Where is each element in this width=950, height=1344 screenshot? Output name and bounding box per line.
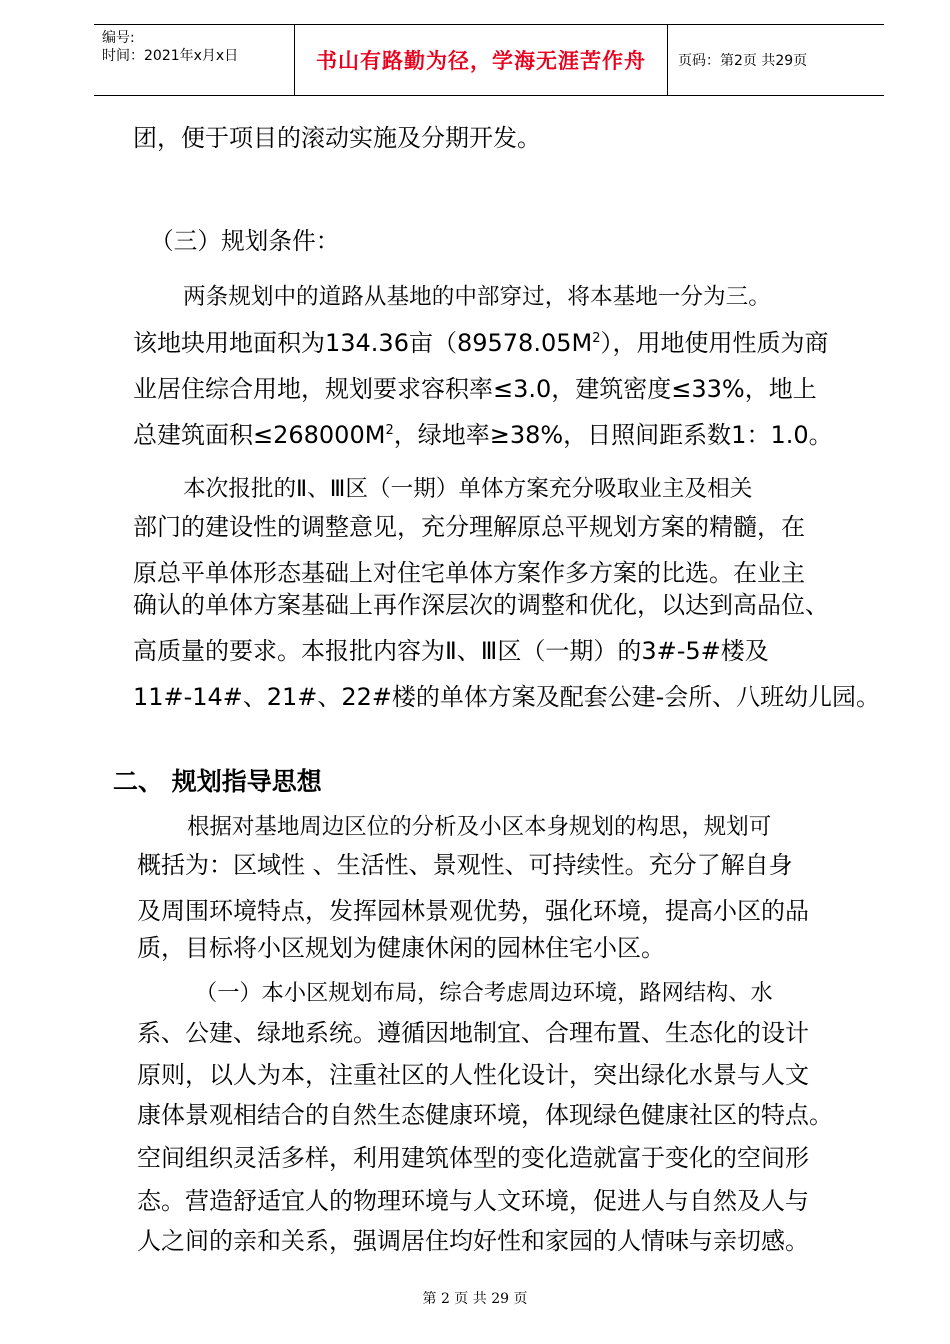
paragraph-line [133, 320, 873, 366]
header-page-label: 页码：第2页 共29页 [678, 53, 808, 69]
paragraph-line: 确认的单体方案基础上再作深层次的调整和优化，以达到高品位、 [133, 591, 829, 619]
paragraph-line: 质，目标将小区规划为健康休闲的园林住宅小区。 [137, 934, 665, 962]
document-number-label: 编号: [102, 30, 135, 46]
paragraph-line: 原总平单体形态基础上对住宅单体方案作多方案的比选。在业主 [133, 559, 805, 587]
page-header [94, 24, 884, 96]
paragraph-line: 人之间的亲和关系，强调居住均好性和家园的人情味与亲切感。 [137, 1227, 809, 1255]
paragraph-line: 原则，以人为本，注重社区的人性化设计，突出绿化水景与人文 [137, 1061, 809, 1089]
page-footer: 第 2 页 共 29 页 [422, 1291, 528, 1307]
text-span: ，绿地率≥38%，日照间距系数1：1.0。 [393, 421, 833, 449]
paragraph-line: 概括为：区域性 、生活性、景观性、可持续性。充分了解自身 [137, 851, 793, 879]
paragraph-line: 系、公建、绿地系统。遵循因地制宜、合理布置、生态化的设计 [137, 1019, 809, 1047]
section-title: （三）规划条件： [150, 227, 340, 255]
paragraph-line: 空间组织灵活多样，利用建筑体型的变化造就富于变化的空间形 [137, 1144, 809, 1172]
paragraph-line: 业居住综合用地，规划要求容积率≤3.0，建筑密度≤33%，地上 [133, 375, 817, 403]
header-info-cell [94, 25, 294, 95]
section-heading: 二、 规划指导思想 [113, 767, 322, 796]
paragraph-line: 本次报批的Ⅱ、Ⅲ区（一期）单体方案充分吸取业主及相关 [183, 476, 753, 502]
paragraph-line: 根据对基地周边区位的分析及小区本身规划的构思，规划可 [187, 814, 772, 840]
text-span: ），用地使用性质为商 [600, 329, 829, 357]
paragraph-line: 团，便于项目的滚动实施及分期开发。 [133, 124, 541, 152]
paragraph-line: 高质量的要求。本报批内容为Ⅱ、Ⅲ区（一期）的3#-5#楼及 [133, 637, 769, 665]
superscript: 2 [385, 423, 394, 438]
text-span: 总建筑面积≤268000M [133, 421, 386, 449]
superscript: 2 [592, 331, 601, 346]
paragraph-line: 部门的建设性的调整意见，充分理解原总平规划方案的精髓，在 [133, 513, 805, 541]
paragraph-line: 态。营造舒适宜人的物理环境与人文环境，促进人与自然及人与 [137, 1187, 809, 1215]
paragraph-line: 11#-14#、21#、22#楼的单体方案及配套公建-会所、八班幼儿园。 [133, 683, 880, 711]
paragraph-line: 康体景观相结合的自然生态健康环境，体现绿色健康社区的特点。 [137, 1101, 833, 1129]
paragraph-line: 两条规划中的道路从基地的中部穿过，将本基地一分为三。 [183, 284, 771, 310]
paragraph-line [133, 412, 873, 458]
text-span: 该地块用地面积为134.36亩（89578.05M [133, 329, 593, 357]
paragraph-line: （一）本小区规划布局，综合考虑周边环境，路网结构、水 [195, 980, 773, 1006]
header-motto: 书山有路勤为径，学海无涯苦作舟 [294, 25, 668, 95]
paragraph-line: 及周围环境特点，发挥园林景观优势，强化环境，提高小区的品 [137, 897, 809, 925]
document-date-label: 时间：2021年x月x日 [102, 48, 239, 64]
